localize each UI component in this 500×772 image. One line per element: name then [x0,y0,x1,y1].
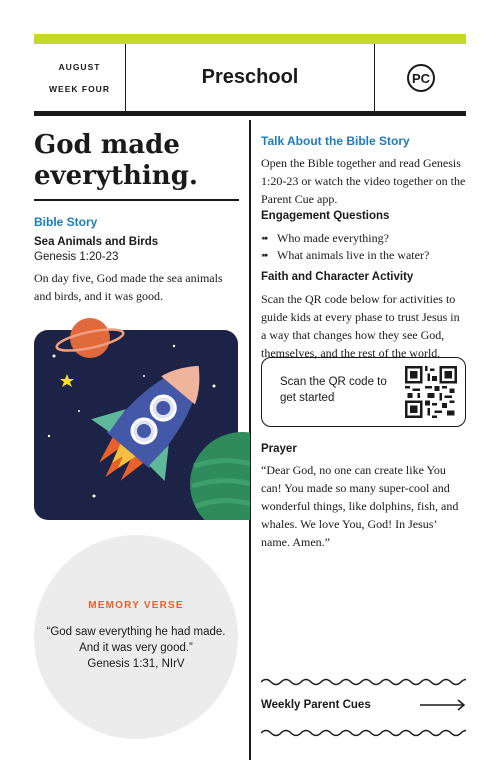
qr-text: Scan the QR code to get started [280,376,387,404]
list-item [261,246,429,263]
qr-code-icon[interactable] [405,366,457,418]
parent-cue-logo-icon [406,63,436,93]
faith-label: Faith and Character Activity [261,271,414,283]
date-block [34,44,126,111]
svg-text:PC: PC [411,70,430,86]
arrow-icon: ➠ [261,249,269,260]
wave-divider-bottom [261,728,466,738]
header [34,44,466,116]
page-title: Preschool [201,66,299,88]
headline: God made everything. [34,130,198,191]
memory-verse-reference: Genesis 1:31, NIrV [87,658,185,670]
wave-divider-top [261,677,466,687]
talk-text: Open the Bible together and read Genesis 1:20-23 or watch the video together on the Parent Cue app. [261,156,466,206]
question-text: What animals live in the water? [277,247,430,262]
engagement-list [261,229,429,263]
memory-verse-label: MEMORY VERSE [88,600,184,611]
accent-bar [34,34,466,44]
rocket-illustration [34,316,250,520]
headline-rule [34,199,239,201]
prayer-text: “Dear God, no one can create like You can! You made so many super-cool and wonderful things, like dolphins, fish, and whales. We love You, God! In Jesus’ name. Amen.” [261,463,459,549]
bible-story-text: On day five, God made the sea animals and birds, and it was good. [34,271,223,303]
prayer-label: Prayer [261,443,297,455]
bible-story-label: Bible Story [34,215,98,229]
engagement-label: Engagement Questions [261,210,390,222]
qr-box[interactable] [261,357,466,427]
weekly-parent-cues-link[interactable]: Weekly Parent Cues [261,699,371,711]
question-text: Who made everything? [277,230,389,245]
memory-verse-text: “God saw everything he had made. And it was very good.” [46,626,226,654]
faith-text: Scan the QR code below for activities to guide kids at every phase to trust Jesus in a way that changes how they see God, themselves, and the rest of the world. [261,292,460,360]
memory-verse-block [44,624,228,672]
list-item [261,229,429,246]
arrow-icon: ➠ [261,232,269,243]
bible-story-reference: Genesis 1:20-23 [34,251,119,263]
week-label: WEEK FOUR [49,83,110,94]
bible-story-title: Sea Animals and Birds [34,236,159,248]
logo-block [374,44,466,111]
talk-label: Talk About the Bible Story [261,134,410,148]
arrow-right-icon[interactable] [420,699,466,711]
month-label: AUGUST [58,61,101,72]
